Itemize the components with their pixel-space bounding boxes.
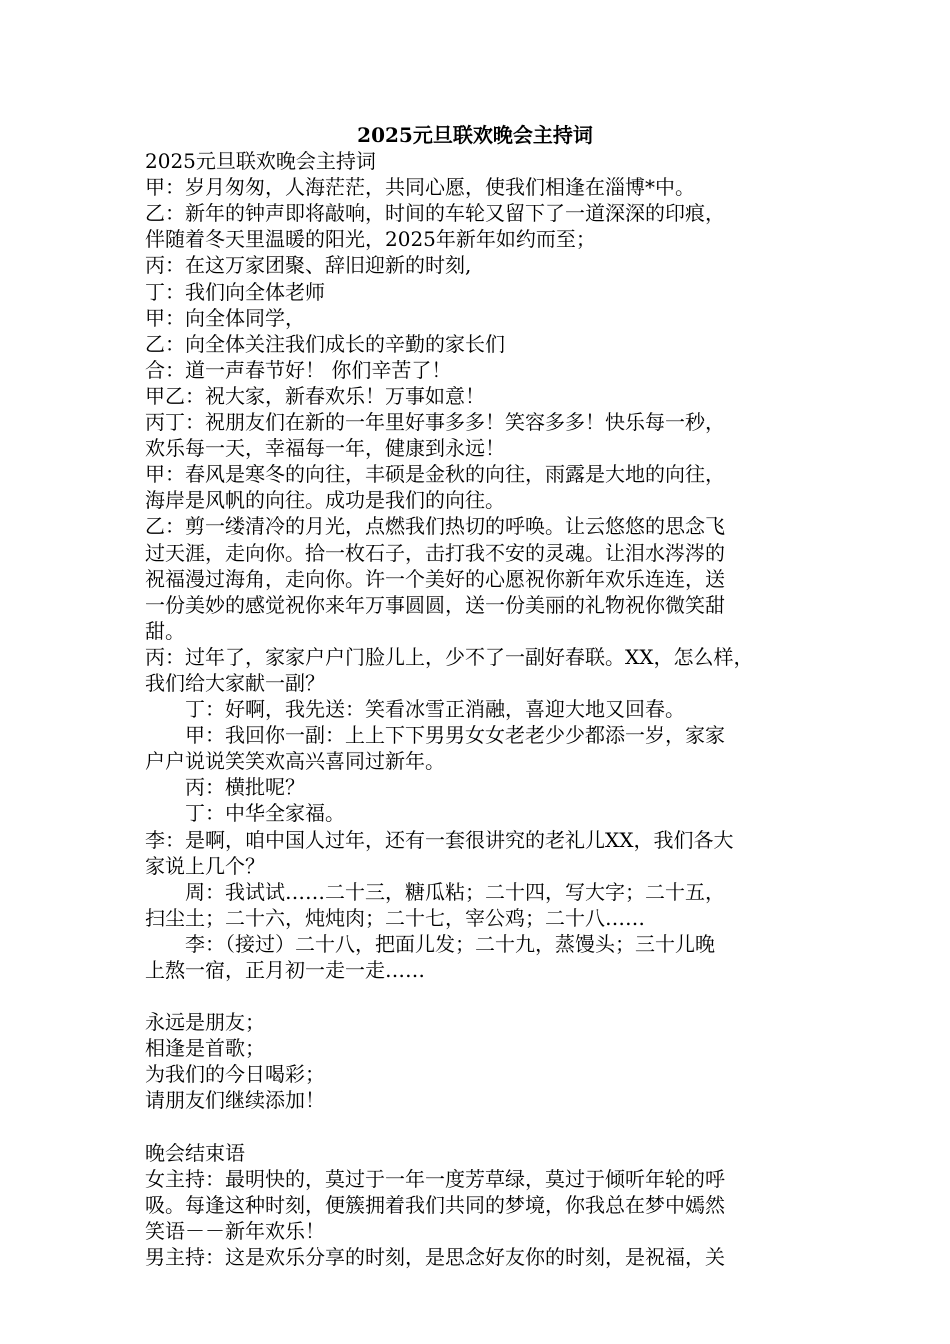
text-line: 永远是朋友； [145, 1010, 265, 1035]
text-line: 丙丁：祝朋友们在新的一年里好事多多！笑容多多！快乐每一秒， [145, 410, 725, 435]
text-line: 甲乙：祝大家，新春欢乐！万事如意！ [145, 383, 485, 408]
text-line: 笑语－－新年欢乐！ [145, 1218, 325, 1243]
text-line: 家说上几个？ [145, 853, 265, 878]
text-line: 海岸是风帆的向往。成功是我们的向往。 [145, 488, 505, 513]
text-line: 丁：中华全家福。 [185, 801, 345, 826]
text-line: 合：道一声春节好！ 你们辛苦了！ [145, 357, 452, 382]
text-line: 甲：春风是寒冬的向往，丰硕是金秋的向往，雨露是大地的向往， [145, 462, 725, 487]
text-line: 祝福漫过海角，走向你。许一个美好的心愿祝你新年欢乐连连，送 [145, 566, 725, 591]
text-line: 甲：岁月匆匆，人海茫茫，共同心愿，使我们相逢在淄博*中。 [145, 175, 695, 200]
text-line: 一份美妙的感觉祝你来年万事圆圆，送一份美丽的礼物祝你微笑甜 [145, 592, 725, 617]
text-line: 户户说说笑笑欢高兴喜同过新年。 [145, 749, 445, 774]
text-line: 丙：横批呢？ [185, 775, 305, 800]
text-line: 扫尘土；二十六，炖炖肉；二十七，宰公鸡；二十八…… [145, 905, 645, 930]
text-line: 丁：好啊，我先送：笑看冰雪正消融，喜迎大地又回春。 [185, 697, 685, 722]
text-line: 2025元旦联欢晚会主持词 [145, 149, 376, 174]
text-line: 男主持：这是欢乐分享的时刻，是思念好友你的时刻，是祝福，关 [145, 1245, 725, 1270]
text-line: 为我们的今日喝彩； [145, 1062, 325, 1087]
text-line: 周：我试试……二十三，糖瓜粘；二十四，写大字；二十五， [185, 879, 725, 904]
document-title: 2025元旦联欢晚会主持词 [357, 123, 593, 147]
text-line: 欢乐每一天，幸福每一年，健康到永远！ [145, 436, 505, 461]
document-body [145, 122, 805, 1270]
text-line: 上熬一宿，正月初一走一走…… [145, 958, 425, 982]
text-line: 丙：在这万家团聚、辞旧迎新的时刻, [145, 253, 472, 278]
blank-line [145, 983, 805, 1009]
text-line: 乙：向全体关注我们成长的辛勤的家长们 [145, 331, 505, 356]
text-line: 甲：我回你一副：上上下下男男女女老老少少都添一岁，家家 [185, 723, 725, 748]
text-line: 乙：剪一缕清冷的月光，点燃我们热切的呼唤。让云悠悠的思念飞 [145, 514, 725, 539]
text-line: 请朋友们继续添加！ [145, 1088, 325, 1113]
text-line: 李：（接过）二十八，把面儿发；二十九，蒸馒头；三十儿晚 [185, 931, 715, 956]
text-lines [145, 148, 805, 1270]
text-line: 过天涯，走向你。拾一枚石子，击打我不安的灵魂。让泪水涔涔的 [145, 540, 725, 565]
text-line: 伴随着冬天里温暖的阳光，2025年新年如约而至； [145, 227, 596, 252]
blank-line [145, 1114, 805, 1140]
text-line: 相逢是首歌； [145, 1036, 265, 1061]
text-line: 李：是啊，咱中国人过年，还有一套很讲究的老礼儿XX，我们各大 [145, 827, 734, 852]
text-line: 乙：新年的钟声即将敲响，时间的车轮又留下了一道深深的印痕， [145, 201, 725, 226]
text-line: 甜。 [145, 618, 185, 643]
text-line: 我们给大家献一副？ [145, 670, 325, 695]
text-line: 丁：我们向全体老师 [145, 279, 325, 304]
text-line: 晚会结束语 [145, 1140, 245, 1165]
text-line: 丙：过年了，家家户户门脸儿上，少不了一副好春联。XX，怎么样， [145, 644, 754, 669]
text-line: 女主持：最明快的，莫过于一年一度芳草绿，莫过于倾听年轮的呼 [145, 1166, 725, 1191]
text-line: 吸。每逢这种时刻，便簇拥着我们共同的梦境，你我总在梦中嫣然 [145, 1192, 725, 1217]
text-line: 甲：向全体同学， [145, 305, 305, 330]
